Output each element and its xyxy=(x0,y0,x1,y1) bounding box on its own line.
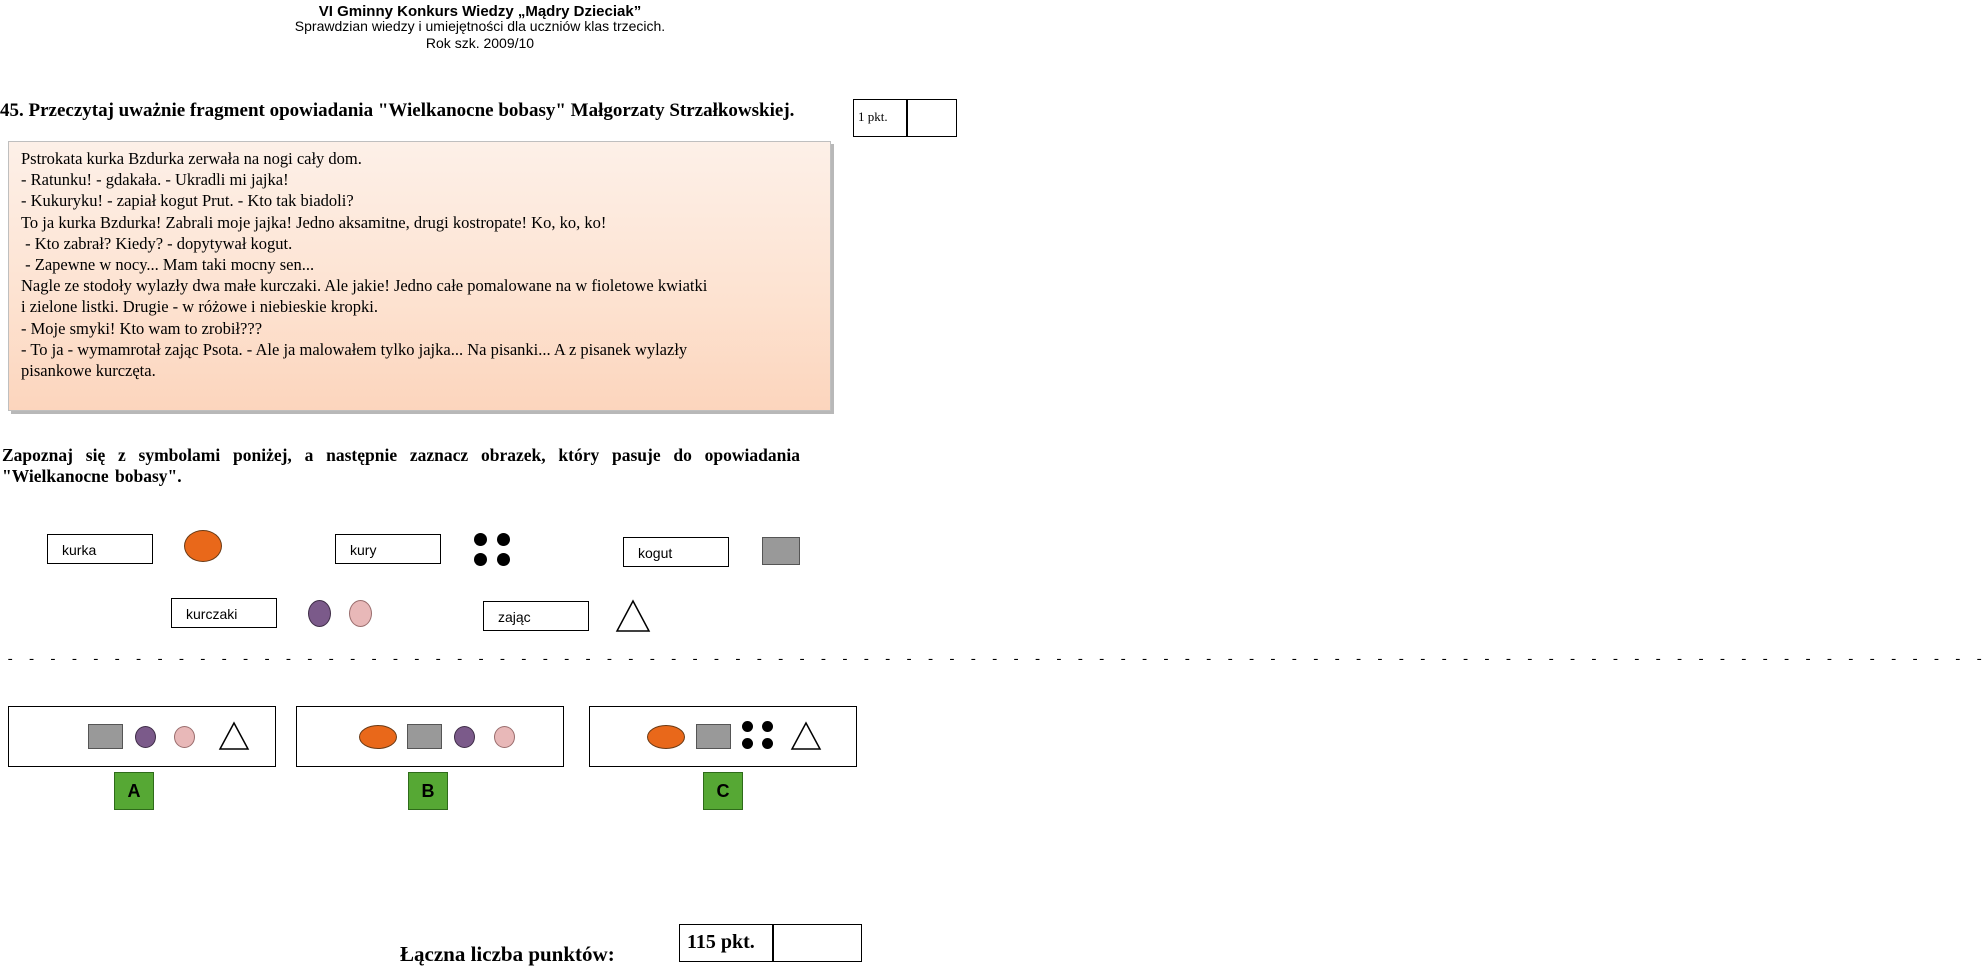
triangle-icon xyxy=(790,721,822,751)
dot-icon xyxy=(497,553,510,566)
dot-icon xyxy=(742,721,753,732)
legend-label-kogut: kogut xyxy=(623,537,729,567)
dot-icon xyxy=(762,721,773,732)
test-subtitle: Sprawdzian wiedzy i umiejętności dla uczniów klas trzecich. xyxy=(294,18,666,34)
story-line: - Kto zabrał? Kiedy? - dopytywał kogut. xyxy=(21,233,293,253)
gray-rectangle-icon xyxy=(407,724,442,749)
total-points-value: 115 pkt. xyxy=(687,931,755,953)
triangle-icon xyxy=(218,721,250,751)
instruction-text: Zapoznaj się z symbolami poniżej, a następnie zaznacz obrazek, który pasuje do opowiadania "Wielkanocne bobasy". xyxy=(2,445,800,486)
orange-oval-icon xyxy=(647,725,685,749)
story-line: - Moje smyki! Kto wam to zrobił??? xyxy=(21,318,263,338)
story-line: - Kukuryku! - zapiał kogut Prut. - Kto tak biadoli? xyxy=(21,191,354,211)
legend-label-kury: kury xyxy=(335,534,441,564)
option-b-box[interactable] xyxy=(296,706,564,767)
contest-title: VI Gminny Konkurs Wiedzy „Mądry Dzieciak” xyxy=(318,3,642,20)
answer-a-button[interactable]: A xyxy=(114,772,154,810)
option-c-box[interactable] xyxy=(589,706,857,767)
pink-oval-icon xyxy=(349,600,372,627)
purple-oval-icon xyxy=(135,726,156,748)
legend-label-kurczaki: kurczaki xyxy=(171,598,277,628)
points-box xyxy=(853,99,957,137)
legend-label-zajac: zając xyxy=(483,601,589,631)
gray-rectangle-icon xyxy=(762,537,800,565)
triangle-icon xyxy=(615,599,651,633)
school-year: Rok szk. 2009/10 xyxy=(425,35,535,51)
total-points-box xyxy=(679,924,862,962)
pink-oval-icon xyxy=(494,726,515,748)
gray-rectangle-icon xyxy=(696,724,731,749)
story-excerpt-box xyxy=(8,141,831,411)
story-line: i zielone listki. Drugie - w różowe i niebieskie kropki. xyxy=(21,297,378,317)
dot-icon xyxy=(742,738,753,749)
orange-oval-icon xyxy=(184,530,222,562)
task-title: 45. Przeczytaj uważnie fragment opowiadania "Wielkanocne bobasy" Małgorzaty Strzałkowskiej. xyxy=(0,100,795,121)
pink-oval-icon xyxy=(174,726,195,748)
total-points-divider xyxy=(772,925,774,961)
legend-label-kurka: kurka xyxy=(47,534,153,564)
dot-icon xyxy=(762,738,773,749)
story-line: - Zapewne w nocy... Mam taki mocny sen... xyxy=(21,255,315,275)
option-a-box[interactable] xyxy=(8,706,276,767)
gray-rectangle-icon xyxy=(88,724,123,749)
story-line: - Ratunku! - gdakała. - Ukradli mi jajka! xyxy=(21,170,289,190)
points-divider xyxy=(906,100,908,136)
dot-icon xyxy=(474,553,487,566)
story-line: Pstrokata kurka Bzdurka zerwała na nogi cały dom. xyxy=(21,149,362,168)
dot-icon xyxy=(497,533,510,546)
dot-icon xyxy=(474,533,487,546)
story-line: Nagle ze stodoły wylazły dwa małe kurczaki. Ale jakie! Jedno całe pomalowane na w fioletowe kwiatki xyxy=(21,276,708,296)
story-line: To ja kurka Bzdurka! Zabrali moje jajka! Jedno aksamitne, drugi kostropate! Ko, ko, ko! xyxy=(21,212,607,232)
purple-oval-icon xyxy=(454,726,475,748)
story-line: pisankowe kurczęta. xyxy=(21,361,156,381)
orange-oval-icon xyxy=(359,725,397,749)
story-line: - To ja - wymamrotał zając Psota. - Ale ja malowałem tylko jajka... Na pisanki... A z pisanek wylazły xyxy=(21,339,688,359)
answer-c-button[interactable]: C xyxy=(703,772,743,810)
purple-oval-icon xyxy=(308,600,331,627)
total-points-label: Łączna liczba punktów: xyxy=(400,942,615,966)
answer-b-button[interactable]: B xyxy=(408,772,448,810)
points-label: 1 pkt. xyxy=(858,109,888,124)
dashed-separator: - - - - - - - - - - - - - - - - - - - - - - - - - - - - - - - - - - - - - - - - - - - - - - - - - - - - - - - - - - - - - - - - - - - - - - - - - - - - - - - - - - - - - - - - - - - - - xyxy=(6,652,1986,668)
